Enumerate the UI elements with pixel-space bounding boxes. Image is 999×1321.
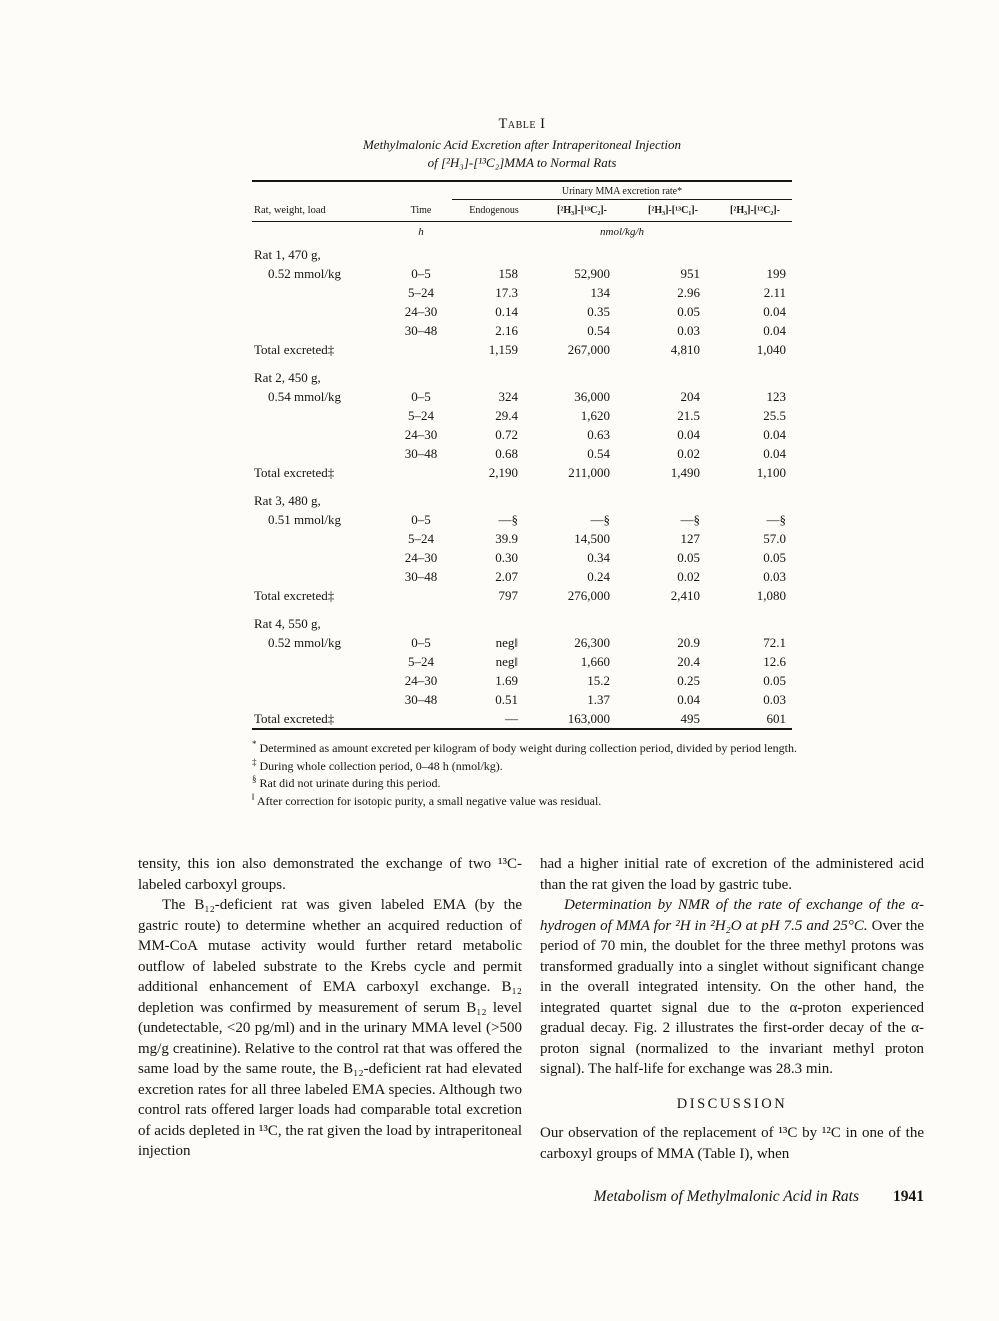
value-cell: 127 (680, 531, 700, 547)
total-value-cell: 4,810 (670, 342, 700, 358)
rat-group-label-row (252, 482, 792, 510)
value-cell: 0.68 (495, 446, 518, 462)
value-cell: 25.5 (763, 408, 786, 424)
column-header: Rat, weight, load (252, 200, 390, 222)
table-row (252, 321, 792, 340)
table-row (252, 425, 792, 444)
column-header: [²H₃]-[¹³C₁]- (628, 200, 718, 222)
value-cell: 134 (590, 285, 610, 301)
value-cell: —§ (590, 512, 610, 528)
rat-load-cell (252, 529, 390, 548)
total-row (252, 709, 792, 729)
value-cell: 21.5 (677, 408, 700, 424)
value-cell: 0.24 (587, 569, 610, 585)
value-cell: 0.02 (677, 446, 700, 462)
discussion-heading: DISCUSSION (676, 1095, 788, 1112)
total-value-cell: 1,080 (756, 588, 786, 604)
rat-load-cell (252, 425, 390, 444)
table-row (252, 510, 792, 529)
rat-load-cell (252, 406, 390, 425)
rat-load-cell: 0.52 mmol/kg (268, 635, 341, 651)
footnote-marker: ‖ (252, 791, 255, 802)
time-cell: 30–48 (404, 323, 438, 339)
rat-label-cell: Rat 1, 470 g, (254, 247, 321, 263)
rat-label-cell: Rat 2, 450 g, (254, 370, 321, 386)
rat-group-label-row (252, 605, 792, 633)
value-cell: 29.4 (495, 408, 518, 424)
rat-load-cell (252, 444, 390, 463)
body-paragraph: had a higher initial rate of excretion of the administered acid than the rat given the load by gastric tube. (540, 856, 924, 893)
total-label-cell: Total excreted‡ (254, 465, 335, 481)
table-label: Table I (498, 116, 546, 132)
column-header-row (252, 200, 792, 222)
value-cell: 2.11 (763, 285, 786, 301)
total-row (252, 463, 792, 482)
value-cell: 0.30 (495, 550, 518, 566)
total-value-cell: 2,410 (670, 588, 700, 604)
total-value-cell: 601 (766, 711, 786, 727)
total-value-cell: 2,190 (488, 465, 518, 481)
value-cell: 1,660 (580, 654, 610, 670)
time-cell: 24–30 (404, 550, 438, 566)
total-value-cell: 211,000 (568, 465, 610, 481)
total-value-cell: 267,000 (567, 342, 610, 358)
value-cell: 17.3 (495, 285, 518, 301)
footnote-marker: ‡ (252, 756, 257, 767)
column-header: [²H₃]-[¹³C₂]- (536, 200, 628, 222)
total-label-cell: Total excreted‡ (254, 342, 335, 358)
value-cell: 2.96 (677, 285, 700, 301)
table-block (252, 116, 792, 730)
right-column (540, 854, 924, 1164)
value-cell: 52,900 (574, 266, 610, 282)
value-cell: 0.04 (677, 427, 700, 443)
rat-group-label-row (252, 245, 792, 264)
time-cell: 24–30 (404, 427, 438, 443)
time-cell: 30–48 (404, 446, 438, 462)
time-cell: 5–24 (408, 531, 434, 547)
value-cell: 72.1 (763, 635, 786, 651)
table-row (252, 264, 792, 283)
footnote-text: Determined as amount excreted per kilogram of body weight during collection period, divided by period length. (256, 741, 798, 755)
rat-label-cell: Rat 3, 480 g, (254, 493, 321, 509)
footnote-marker: § (252, 774, 257, 785)
value-cell: 57.0 (763, 531, 786, 547)
table-caption-line2: of [²H₃]-[¹³C₂]MMA to Normal Rats (427, 154, 617, 170)
value-cell: 0.03 (763, 569, 786, 585)
units-row (252, 222, 792, 246)
rat-load-cell (252, 567, 390, 586)
table-row (252, 690, 792, 709)
rate-unit: nmol/kg/h (600, 226, 644, 239)
total-value-cell: 163,000 (567, 711, 610, 727)
rat-load-cell: 0.51 mmol/kg (268, 512, 341, 528)
value-cell: 0.03 (763, 692, 786, 708)
table-row (252, 406, 792, 425)
data-table (252, 180, 792, 730)
table-row (252, 652, 792, 671)
rat-load-cell: 0.54 mmol/kg (268, 389, 341, 405)
time-cell: 0–5 (411, 635, 431, 651)
value-cell: 158 (498, 266, 518, 282)
value-cell: 951 (680, 266, 700, 282)
total-value-cell: 276,000 (567, 588, 610, 604)
rat-load-cell (252, 671, 390, 690)
total-value-cell: — (505, 711, 518, 727)
value-cell: 0.05 (677, 550, 700, 566)
table-row (252, 548, 792, 567)
table-row (252, 302, 792, 321)
rat-label-cell: Rat 4, 550 g, (254, 616, 321, 632)
total-label-cell: Total excreted‡ (254, 588, 335, 604)
left-column (138, 854, 522, 1164)
value-cell: 36,000 (574, 389, 610, 405)
time-cell: 30–48 (404, 569, 438, 585)
table-row (252, 529, 792, 548)
footnote (252, 740, 800, 757)
value-cell: 26,300 (574, 635, 610, 651)
time-cell: 5–24 (408, 654, 434, 670)
total-row (252, 340, 792, 359)
value-cell: 15.2 (587, 673, 610, 689)
time-cell: 0–5 (411, 266, 431, 282)
running-title: Metabolism of Methylmalonic Acid in Rats (593, 1188, 859, 1205)
rat-load-cell: 0.52 mmol/kg (268, 266, 341, 282)
footnote (252, 758, 800, 775)
body-paragraph: tensity, this ion also demonstrated the exchange of two ¹³C-labeled carboxyl groups. (138, 856, 522, 893)
rat-load-cell (252, 652, 390, 671)
value-cell: —§ (680, 512, 700, 528)
column-header: Endogenous (452, 200, 536, 222)
time-cell: 0–5 (411, 389, 431, 405)
time-cell: 24–30 (404, 673, 438, 689)
value-cell: 0.34 (587, 550, 610, 566)
footnote (252, 775, 800, 792)
value-cell: 123 (766, 389, 786, 405)
time-cell: 0–5 (411, 512, 431, 528)
value-cell: 1.37 (587, 692, 610, 708)
page-number: 1941 (893, 1188, 924, 1205)
empty-unit-cell (252, 222, 390, 246)
table-body (252, 245, 792, 729)
value-cell: 0.54 (587, 446, 610, 462)
total-label-cell: Total excreted‡ (254, 711, 335, 727)
time-cell: 30–48 (404, 692, 438, 708)
table-row (252, 633, 792, 652)
value-cell: 0.05 (677, 304, 700, 320)
footnote-marker: * (252, 739, 257, 749)
total-row (252, 586, 792, 605)
footnote-text: Rat did not urinate during this period. (256, 776, 441, 791)
body-paragraph: The B₁₂-deficient rat was given labeled EMA (by the gastric route) to determine whether an acquired reduction of MM-CoA mutase activity would further retard metabolic outflow of labeled substrate to the Krebs cycle and permit additional enhancement of EMA carboxyl exchange. B₁₂ depletion was confirmed by measurement of serum B₁₂ level (undetectable, <20 pg/ml) and in the urinary MMA level (>500 mg/g creatinine). Relative to the control rat that was offered the same load by the same route, the B₁₂-deficient rat had elevated excretion rates for all three labeled EMA species. Although two control rats offered larger loads had comparable total excretion of acids depleted in ¹³C, the rat given the load by intraperitoneal injection (138, 897, 522, 1159)
value-cell: 204 (680, 389, 700, 405)
column-header: Time (390, 200, 452, 222)
time-cell: 5–24 (408, 285, 434, 301)
rat-load-cell (252, 283, 390, 302)
rat-load-cell (252, 321, 390, 340)
table-row (252, 283, 792, 302)
body-paragraph (540, 895, 924, 1080)
body-paragraph: Our observation of the replacement of ¹³C by ¹²C in one of the carboxyl groups of MMA (Table I), when (540, 1125, 924, 1162)
value-cell: 20.9 (677, 635, 700, 651)
total-value-cell: 1,490 (670, 465, 700, 481)
footnote (252, 793, 800, 810)
value-cell: 0.05 (763, 673, 786, 689)
total-value-cell: 1,100 (756, 465, 786, 481)
value-cell: 0.63 (587, 427, 610, 443)
rat-group-label-row (252, 359, 792, 387)
rat-load-cell (252, 302, 390, 321)
table-row (252, 671, 792, 690)
value-cell: 324 (498, 389, 518, 405)
total-value-cell: 1,040 (756, 342, 786, 358)
table-row (252, 567, 792, 586)
value-cell: 0.04 (763, 427, 786, 443)
table-row (252, 387, 792, 406)
time-unit: h (418, 226, 424, 239)
body-text (138, 854, 924, 1164)
paragraph-continuation: Over the period of 70 min, the doublet for the three methyl protons was transformed gradually into a singlet without significant change in the overall integrated intensity. On the other hand, the integrated quartet signal due to the α-proton experienced gradual decay. Fig. 2 illustrates the first-order decay of the α-proton signal (normalized to the invariant methyl proton signal). The half-life for exchange was 28.3 min. (540, 917, 925, 1077)
value-cell: 0.02 (677, 569, 700, 585)
italic-lead: Determination by NMR of the rate of exchange of the α-hydrogen of MMA for ²H in ²H₂O at pH 7.5 and 25°C. (540, 897, 924, 934)
value-cell: 0.04 (763, 304, 786, 320)
value-cell: 0.03 (677, 323, 700, 339)
value-cell: 0.54 (587, 323, 610, 339)
total-value-cell: 1,159 (488, 342, 518, 358)
value-cell: 20.4 (677, 654, 700, 670)
value-cell: 0.51 (495, 692, 518, 708)
empty-header-cell (252, 181, 452, 200)
table-row (252, 444, 792, 463)
value-cell: 1,620 (580, 408, 610, 424)
value-cell: 12.6 (763, 654, 786, 670)
value-cell: neg‖ (495, 635, 518, 651)
value-cell: 2.16 (495, 323, 518, 339)
page-footer (138, 1188, 924, 1206)
time-cell: 5–24 (408, 408, 434, 424)
value-cell: 1.69 (495, 673, 518, 689)
rat-load-cell (252, 548, 390, 567)
time-cell: 24–30 (404, 304, 438, 320)
rat-load-cell (252, 690, 390, 709)
footnote-text: After correction for isotopic purity, a small negative value was residual. (254, 793, 602, 808)
value-cell: 0.04 (677, 692, 700, 708)
value-cell: —§ (498, 512, 518, 528)
value-cell: neg‖ (495, 654, 518, 670)
value-cell: 2.07 (495, 569, 518, 585)
value-cell: 0.14 (495, 304, 518, 320)
value-cell: 0.35 (587, 304, 610, 320)
value-cell: 0.04 (763, 323, 786, 339)
span-header: Urinary MMA excretion rate* (452, 181, 792, 200)
value-cell: 0.72 (495, 427, 518, 443)
table-caption (252, 136, 792, 171)
table-caption-line1: Methylmalonic Acid Excretion after Intraperitoneal Injection (362, 137, 682, 152)
value-cell: 0.05 (763, 550, 786, 566)
value-cell: 0.25 (677, 673, 700, 689)
span-header-row (252, 181, 792, 200)
footnote-text: During whole collection period, 0–48 h (nmol/kg). (256, 758, 503, 773)
total-value-cell: 797 (498, 588, 518, 604)
value-cell: 199 (766, 266, 786, 282)
value-cell: 0.04 (763, 446, 786, 462)
value-cell: —§ (766, 512, 786, 528)
value-cell: 14,500 (574, 531, 610, 547)
footnotes (252, 740, 800, 810)
total-value-cell: 495 (680, 711, 700, 727)
value-cell: 39.9 (495, 531, 518, 547)
column-header: [²H₃]-[¹²C₂]- (718, 200, 792, 222)
